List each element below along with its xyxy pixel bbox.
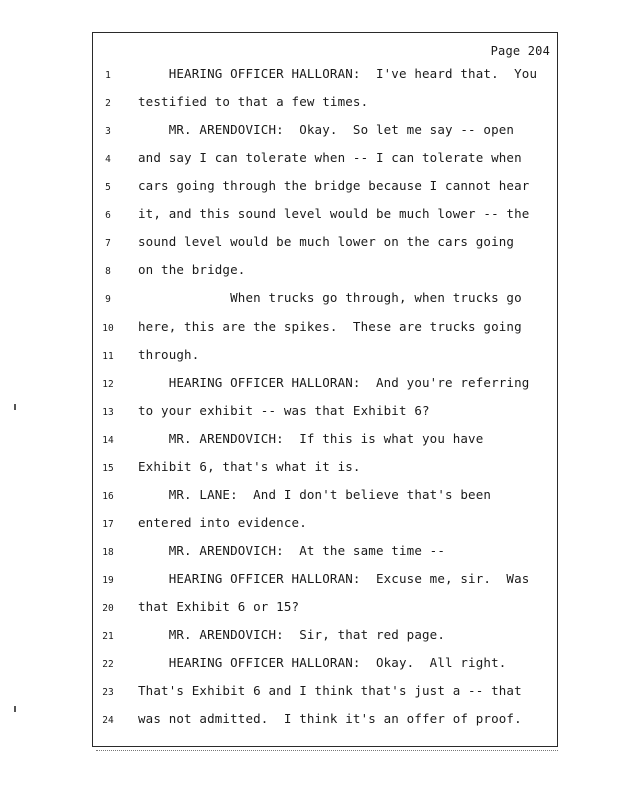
line-text: on the bridge. <box>138 262 246 278</box>
transcript-line <box>0 683 618 703</box>
line-text: it, and this sound level would be much lower -- the <box>138 206 530 222</box>
line-text: When trucks go through, when trucks go <box>138 290 522 306</box>
line-text: MR. LANE: And I don't believe that's been <box>138 486 492 502</box>
transcript-line <box>0 206 618 226</box>
transcript-line <box>0 94 618 114</box>
line-number: 21 <box>102 631 114 642</box>
transcript-line <box>0 262 618 282</box>
transcript-line <box>0 150 618 170</box>
line-text: MR. ARENDOVICH: If this is what you have <box>138 430 484 446</box>
line-number: 10 <box>102 322 114 334</box>
line-number: 19 <box>102 574 114 586</box>
transcript-line <box>0 459 618 479</box>
transcript-line <box>0 178 618 198</box>
line-text: that Exhibit 6 or 15? <box>138 599 300 614</box>
line-text: MR. ARENDOVICH: At the same time -- <box>138 542 446 558</box>
transcript-line <box>0 627 618 647</box>
line-text: sound level would be much lower on the cars going <box>138 234 515 250</box>
left-margin-mark <box>14 404 16 410</box>
line-number: 20 <box>102 603 114 614</box>
line-text: HEARING OFFICER HALLORAN: And you're referring <box>138 374 530 390</box>
line-number: 2 <box>105 98 111 109</box>
transcript-line <box>0 515 618 535</box>
line-text: MR. ARENDOVICH: Okay. So let me say -- open <box>138 122 515 138</box>
line-text: testified to that a few times. <box>138 94 369 109</box>
transcript-line <box>0 431 618 451</box>
line-number: 5 <box>105 182 111 194</box>
line-number: 3 <box>105 126 111 138</box>
line-number: 12 <box>102 378 114 390</box>
line-text: to your exhibit -- was that Exhibit 6? <box>138 402 430 418</box>
transcript-line <box>0 66 618 86</box>
line-number: 18 <box>102 546 114 558</box>
transcript-line <box>0 234 618 254</box>
bottom-dotted-rule <box>96 750 558 753</box>
line-number: 16 <box>102 490 114 502</box>
transcript-line <box>0 599 618 619</box>
line-text: was not admitted. I think it's an offer of proof. <box>138 711 522 727</box>
transcript-line <box>0 711 618 731</box>
line-text: MR. ARENDOVICH: Sir, that red page. <box>138 627 446 642</box>
page-number-header: Page 204 <box>490 44 550 58</box>
line-number: 9 <box>105 294 111 306</box>
line-number: 4 <box>105 154 111 166</box>
line-number: 15 <box>102 462 114 474</box>
line-number: 24 <box>102 715 114 727</box>
transcript-line <box>0 655 618 675</box>
line-number: 22 <box>102 659 114 671</box>
line-number: 6 <box>105 210 111 222</box>
line-text: Exhibit 6, that's what it is. <box>138 458 361 474</box>
transcript-line <box>0 319 618 339</box>
transcript-line <box>0 347 618 367</box>
line-text: entered into evidence. <box>138 514 307 530</box>
transcript-line <box>0 571 618 591</box>
line-text: here, this are the spikes. These are trucks going <box>138 318 522 334</box>
line-text: HEARING OFFICER HALLORAN: Okay. All right. <box>138 655 507 671</box>
transcript-line <box>0 403 618 423</box>
transcript-line <box>0 290 618 310</box>
line-number: 7 <box>105 238 111 250</box>
line-text: HEARING OFFICER HALLORAN: Excuse me, sir. Was <box>138 570 530 586</box>
transcript-line <box>0 122 618 142</box>
line-text: and say I can tolerate when -- I can tolerate when <box>138 150 522 166</box>
line-text: through. <box>138 346 200 362</box>
line-number: 8 <box>105 266 111 278</box>
line-number: 17 <box>102 518 114 530</box>
line-text: That's Exhibit 6 and I think that's just a -- that <box>138 683 522 699</box>
line-number: 1 <box>105 70 111 81</box>
line-number: 13 <box>102 406 114 418</box>
transcript-line <box>0 543 618 563</box>
line-number: 23 <box>102 687 114 699</box>
line-number: 11 <box>102 350 114 362</box>
line-text: HEARING OFFICER HALLORAN: I've heard that. You <box>138 66 538 81</box>
line-number: 14 <box>102 434 114 446</box>
line-text: cars going through the bridge because I cannot hear <box>138 178 530 194</box>
transcript-line <box>0 375 618 395</box>
transcript-line <box>0 487 618 507</box>
left-margin-mark-lower <box>14 706 16 712</box>
